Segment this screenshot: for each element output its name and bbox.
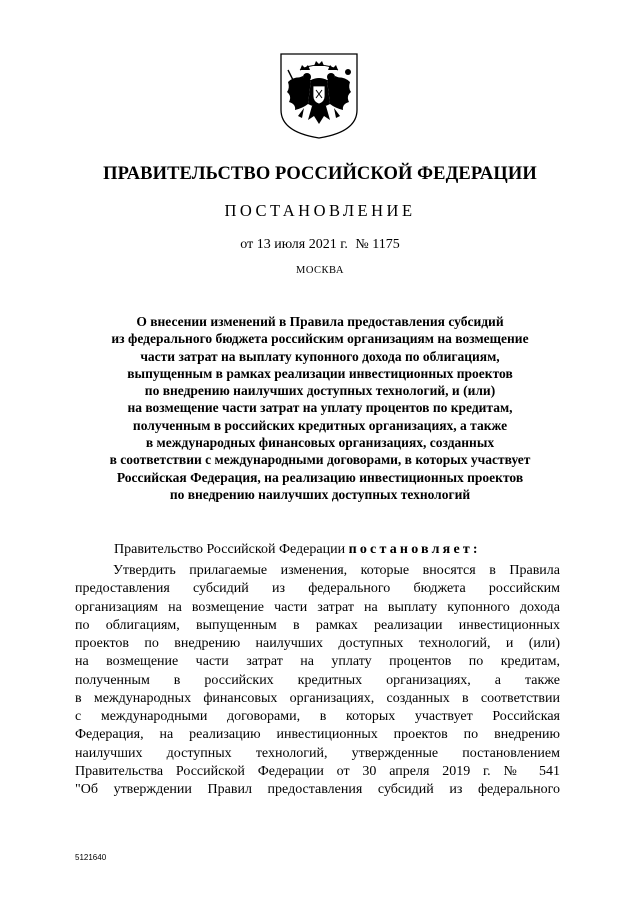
document-type: ПОСТАНОВЛЕНИЕ: [224, 201, 416, 220]
body-line: по облигациям, выпущенным в рамках реализации инвестиционных: [75, 617, 560, 633]
preamble-prefix: Правительство Российской Федерации: [114, 542, 346, 557]
subject-line: из федерального бюджета российским организациям на возмещение: [111, 331, 529, 347]
body-line: Федерация, на реализацию инвестиционных проектов по внедрению: [75, 727, 560, 743]
subject-line: на возмещение части затрат на уплату процентов по кредитам,: [127, 400, 513, 416]
document-city: МОСКВА: [296, 265, 344, 276]
body-line: в международных финансовых организациях, созданных в соответствии: [75, 690, 560, 706]
body-line: на возмещение части затрат на уплату процентов по кредитам,: [75, 654, 560, 670]
subject-line: О внесении изменений в Правила предоставления субсидий: [136, 314, 504, 329]
preamble-decree-word: постановляет:: [348, 542, 481, 557]
body-line: с международными договорами, в которых участвует Российская: [75, 709, 560, 724]
body-line: полученным в российских кредитных организациях, а также: [75, 672, 560, 688]
subject-line: по внедрению наилучших доступных технологий, и (или): [144, 383, 496, 399]
document-body: [75, 562, 560, 799]
subject-line: выпущенным в рамках реализации инвестиционных проектов: [127, 365, 513, 381]
document-code: 5121640: [75, 853, 107, 862]
body-line: проектов по внедрению наилучших доступных технологий, и (или): [75, 636, 560, 651]
subject-line: в соответствии с международными договорами, в которых участвует: [109, 452, 531, 468]
document-number: № 1175: [355, 237, 400, 252]
body-line: Правительства Российской Федерации от 30 апреля 2019 г. № 541: [75, 763, 560, 779]
preamble: [114, 542, 481, 558]
subject-line: полученным в российских кредитных организациях, а также: [132, 417, 508, 433]
document-date: от 13 июля 2021 г.: [240, 237, 348, 252]
coat-of-arms-icon: [278, 52, 360, 140]
body-line: Утвердить прилагаемые изменения, которые вносятся в Правила: [113, 563, 560, 578]
subject-line: части затрат на выплату купонного дохода по облигациям,: [140, 348, 500, 364]
body-line: предоставления субсидий из федерального бюджета российским: [75, 581, 560, 597]
subject-line: Российская Федерация, на реализацию инвестиционных проектов: [116, 469, 524, 485]
body-line: организациям на возмещение части затрат на выплату купонного дохода: [75, 599, 560, 615]
body-line: наилучших доступных технологий, утвержденные постановлением: [75, 745, 560, 761]
subject-line: в международных финансовых организациях, созданных: [145, 435, 495, 451]
body-line: "Об утверждении Правил предоставления субсидий из федерального: [75, 782, 560, 797]
document-subject: [60, 313, 580, 503]
subject-line: по внедрению наилучших доступных технологий: [169, 486, 471, 502]
government-title: ПРАВИТЕЛЬСТВО РОССИЙСКОЙ ФЕДЕРАЦИИ: [103, 164, 537, 184]
document-date-line: [0, 237, 640, 253]
